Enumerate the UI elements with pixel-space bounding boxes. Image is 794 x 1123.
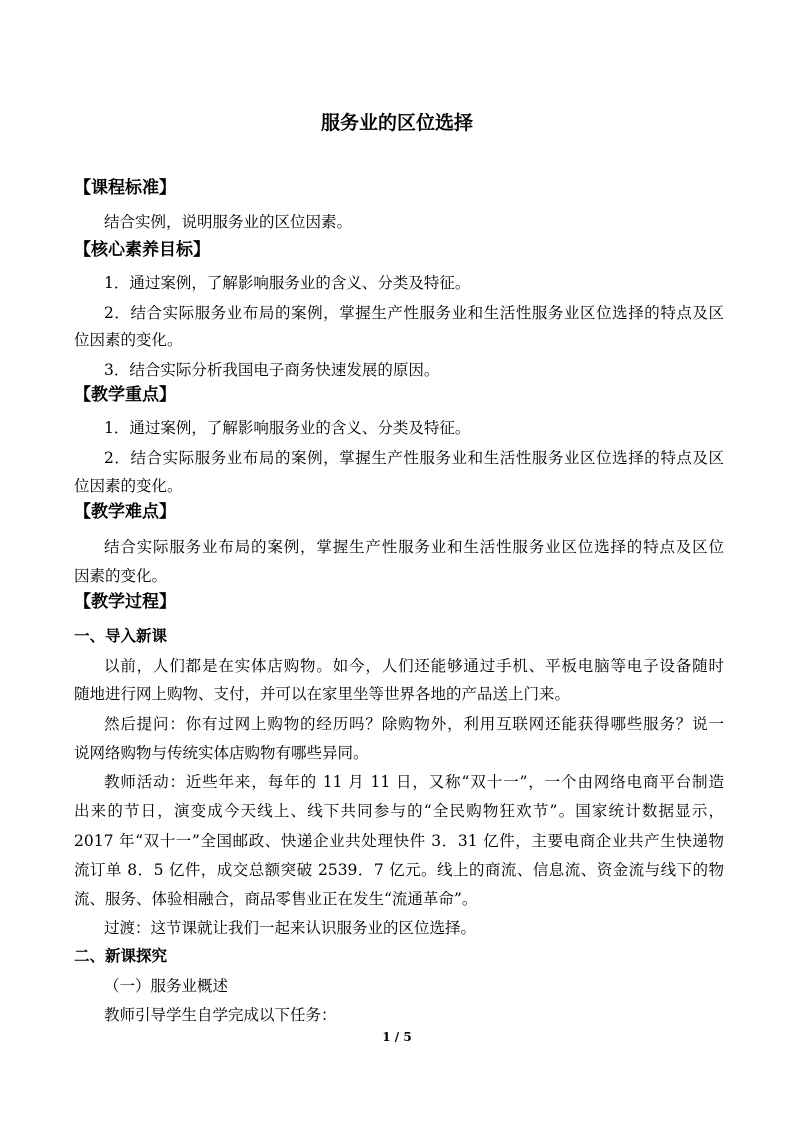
goal-2-line-1: 2．结合实际服务业布局的案例，掌握生产性服务业和生活性服务业区位选择的特点及区 <box>104 304 724 322</box>
heading-difficulties: 【教学难点】 <box>74 502 176 522</box>
goal-3: 3．结合实际分析我国电子商务快速发展的原因。 <box>104 361 440 379</box>
goal-2-line-2: 位因素的变化。 <box>74 331 183 349</box>
heading-teaching-process: 【教学过程】 <box>74 592 176 612</box>
difficulty-line-1: 结合实际服务业布局的案例，掌握生产性服务业和生活性服务业区位选择的特点及区位 <box>104 538 724 556</box>
s1-p2-line-2: 说网络购物与传统实体店购物有哪些异同。 <box>74 744 369 762</box>
s1-p1-line-1: 以前，人们都是在实体店购物。如今，人们还能够通过手机、平板电脑等电子设备随时 <box>104 657 724 675</box>
s1-p2-line-1: 然后提问：你有过网上购物的经历吗？除购物外，利用互联网还能获得哪些服务？说一 <box>104 715 724 733</box>
difficulty-line-2: 因素的变化。 <box>74 567 168 585</box>
s1-p3-line-2: 出来的节日，演变成今天线上、线下共同参与的“全民购物狂欢节”。国家统计数据显示， <box>74 802 724 820</box>
s1-p4: 过渡：这节课就让我们一起来认识服务业的区位选择。 <box>104 919 477 937</box>
standard-text: 结合实例，说明服务业的区位因素。 <box>104 213 353 231</box>
s2-subheading-1: （一）服务业概述 <box>104 977 229 995</box>
goal-1: 1．通过案例，了解影响服务业的含义、分类及特征。 <box>104 274 471 292</box>
s1-p3-line-3: 2017 年“双十一”全国邮政、快递企业共处理快件 3．31 亿件，主要电商企业共产生快递物 <box>74 832 724 850</box>
s1-p3-line-1: 教师活动：近些年来，每年的 11 月 11 日，又称“双十一”，一个由网络电商平台制造 <box>104 773 724 791</box>
key-point-2-line-1: 2．结合实际服务业布局的案例，掌握生产性服务业和生活性服务业区位选择的特点及区 <box>104 449 724 467</box>
s1-p3-line-5: 流、服务、体验相融合，商品零售业正在发生“流通革命”。 <box>74 890 478 908</box>
section-2-title: 二、新课探究 <box>74 946 168 965</box>
section-1-title: 一、导入新课 <box>74 626 168 645</box>
page-number: 1 / 5 <box>382 1030 412 1044</box>
key-point-1: 1．通过案例，了解影响服务业的含义、分类及特征。 <box>104 419 471 437</box>
s2-p1: 教师引导学生自学完成以下任务： <box>104 1006 337 1024</box>
key-point-2-line-2: 位因素的变化。 <box>74 477 183 495</box>
heading-core-goals: 【核心素养目标】 <box>74 240 210 260</box>
heading-course-standard: 【课程标准】 <box>74 178 176 198</box>
s1-p3-line-4: 流订单 8．5 亿件，成交总额突破 2539．7 亿元。线上的商流、信息流、资金流与线下的物 <box>74 861 724 879</box>
s1-p1-line-2: 随地进行网上购物、支付，并可以在家里坐等世界各地的产品送上门来。 <box>74 685 571 703</box>
document-title: 服务业的区位选择 <box>320 112 473 134</box>
heading-key-points: 【教学重点】 <box>74 385 176 405</box>
